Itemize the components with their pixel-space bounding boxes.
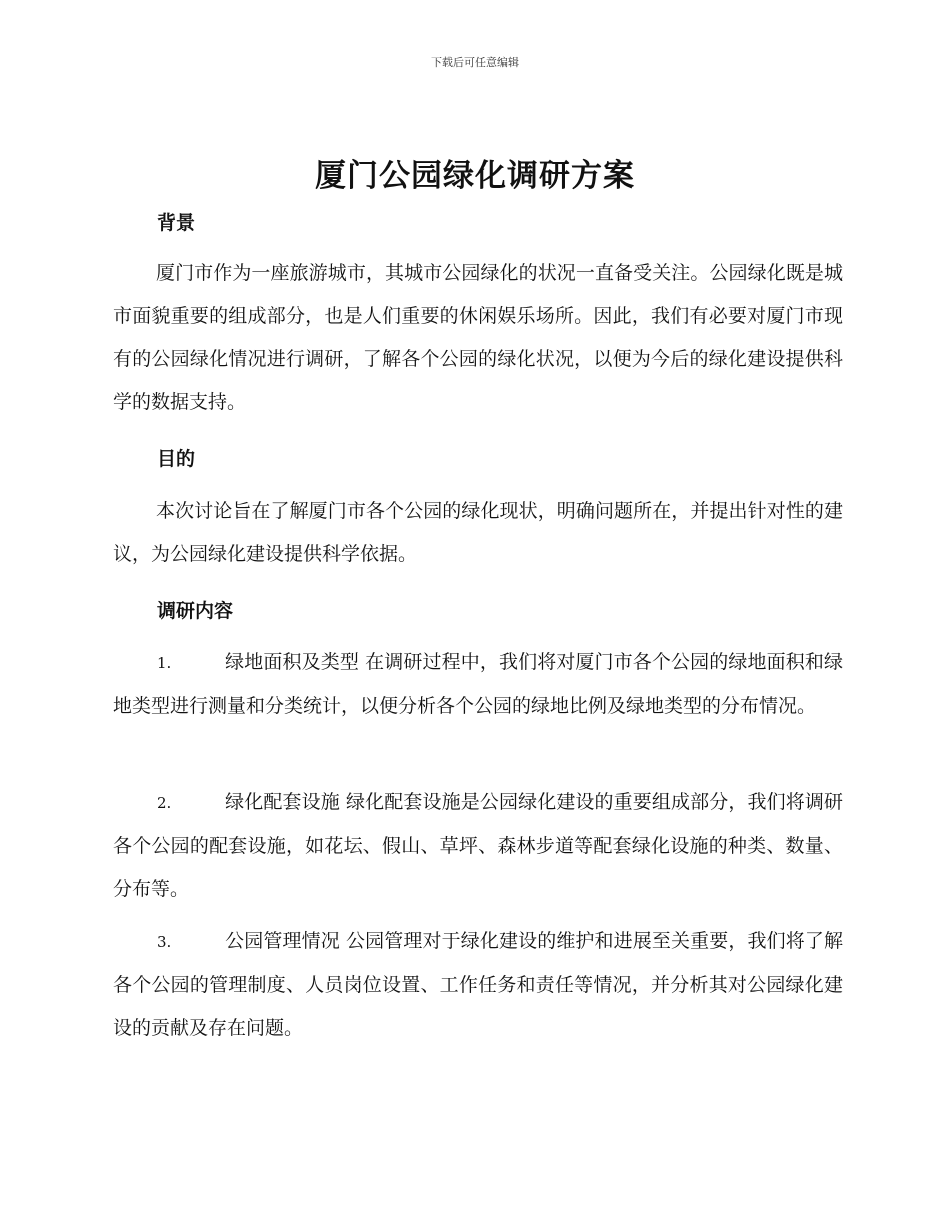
section-heading-purpose: 目的 xyxy=(157,448,196,470)
list-item xyxy=(113,920,843,1050)
list-item-text: 公园管理情况 公园管理对于绿化建设的维护和进展至关重要，我们将了解各个公园的管理制度、人员岗位设置、工作任务和责任等情况，并分析其对公园绿化建设的贡献及存在问题。 xyxy=(113,930,843,1039)
list-item-number: 3. xyxy=(157,933,172,951)
purpose-paragraph: 本次讨论旨在了解厦门市各个公园的绿化现状，明确问题所在，并提出针对性的建议，为公园绿化建设提供科学依据。 xyxy=(113,500,843,565)
list-item-text: 绿化配套设施 绿化配套设施是公园绿化建设的重要组成部分，我们将调研各个公园的配套设施，如花坛、假山、草坪、森林步道等配套绿化设施的种类、数量、分布等。 xyxy=(113,791,843,900)
list-item-text: 绿地面积及类型 在调研过程中，我们将对厦门市各个公园的绿地面积和绿地类型进行测量和分类统计，以便分析各个公园的绿地比例及绿地类型的分布情况。 xyxy=(113,651,843,717)
list-item xyxy=(113,641,843,728)
list-item xyxy=(113,781,843,911)
section-heading-background: 背景 xyxy=(157,212,196,234)
list-item-number: 2. xyxy=(157,794,172,812)
background-paragraph: 厦门市作为一座旅游城市，其城市公园绿化的状况一直备受关注。公园绿化既是城市面貌重要的组成部分，也是人们重要的休闲娱乐场所。因此，我们有必要对厦门市现有的公园绿化情况进行调研，了解各个公园的绿化状况，以便为今后的绿化建设提供科学的数据支持。 xyxy=(113,262,843,413)
header-note: 下载后可任意编辑 xyxy=(431,56,519,69)
section-heading-content: 调研内容 xyxy=(157,600,234,622)
list-item-number: 1. xyxy=(157,654,172,672)
document-title: 厦门公园绿化调研方案 xyxy=(315,158,635,194)
